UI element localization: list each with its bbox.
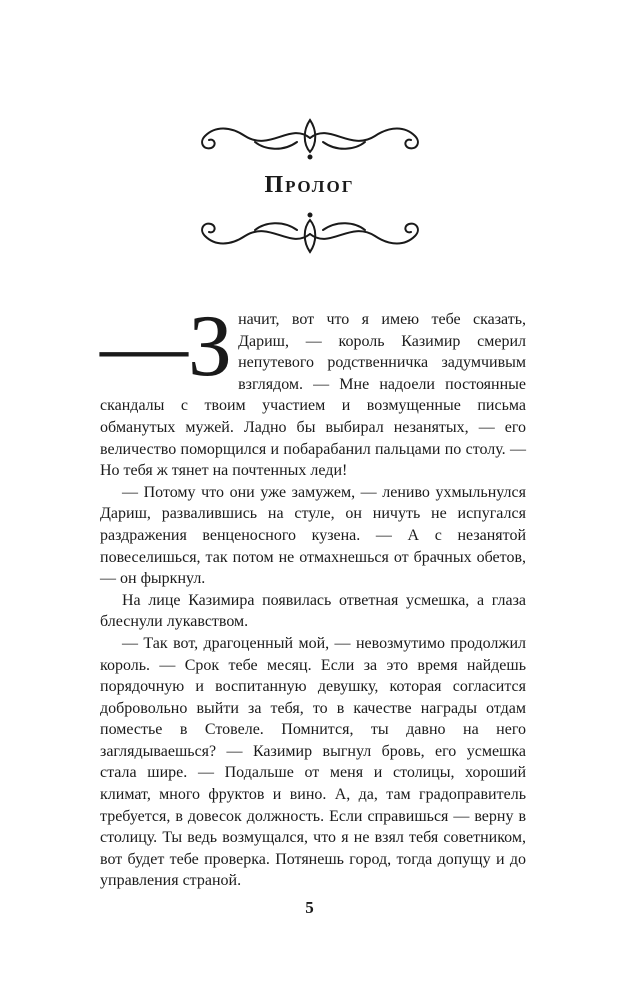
paragraph-4: — Так вот, драгоценный мой, — невозмутимо продолжил король. — Срок тебе месяц. Если за это время найдешь порядочную и воспитанную девушку, которая согласится добровольно выйти за тебя, то в качестве награды отдам поместье в Стовеле. Помнится, ты давно на него заглядываешься? — Казимир выгнул бровь, его усмешка стала шире. — Подальше от меня и столицы, хороший климат, много фруктов и вино. А, да, там градоправитель требуется, в довесок должность. Если справишься — верну в столицу. Ты ведь возмущался, что я не взял тебя советником, вот будет тебе проверка. Потянешь город, тогда допущу и до управления страной.	[100, 634, 526, 890]
chapter-body	[100, 298, 526, 892]
paragraph-1	[100, 298, 526, 482]
flourish-ornament-top	[185, 112, 435, 162]
page-number: 5	[305, 898, 314, 917]
paragraph-3: На лице Казимира появилась ответная усмешка, а глаза блеснули лукавством.	[100, 591, 526, 631]
paragraph-1-text: начит, вот что я имею тебе сказать, Дариш, — король Казимир смерил непутевого родственничка задумчивым взглядом. — Мне надоели постоянные скандалы с твоим участием и возмущенные письма обманутых мужей. Ладно бы выбирал незанятых, — его величество поморщился и побарабанил пальцами по столу. — Но тебя ж тянет на почтенных леди!	[100, 311, 526, 480]
drop-cap: —З	[100, 298, 233, 395]
paragraph-2: — Потому что они уже замужем, — лениво ухмыльнулся Дариш, развалившись на стуле, он ничуть не испугался раздражения венценосного кузена. — А с незанятой повеселишься, так потом не отмахнешься от брачных обетов, — он фыркнул.	[100, 483, 526, 588]
chapter-title: Пролог	[264, 172, 355, 198]
flourish-ornament-bottom	[185, 210, 435, 260]
